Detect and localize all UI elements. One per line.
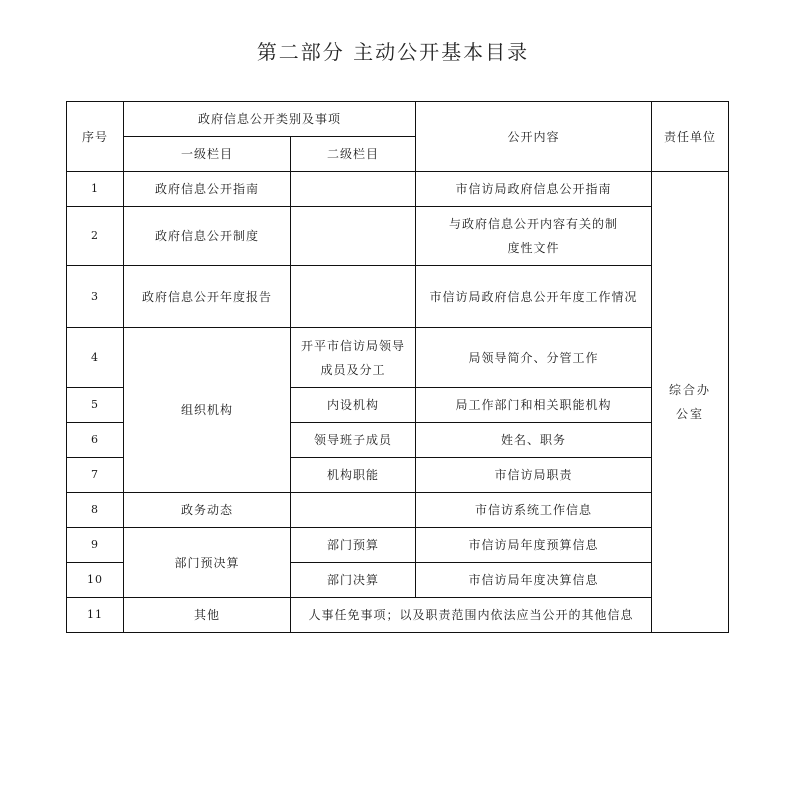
content-cell: 市信访局政府信息公开指南 bbox=[416, 172, 652, 207]
header-unit: 责任单位 bbox=[652, 102, 729, 172]
table-row bbox=[67, 207, 729, 266]
row-number: 9 bbox=[67, 528, 124, 563]
level2-cell bbox=[291, 328, 416, 388]
header-level1: 一级栏目 bbox=[124, 137, 291, 172]
level1-cell: 政府信息公开制度 bbox=[124, 207, 291, 266]
level2-cell: 内设机构 bbox=[291, 388, 416, 423]
content-cell: 市信访局年度决算信息 bbox=[416, 563, 652, 598]
level1-cell: 政府信息公开指南 bbox=[124, 172, 291, 207]
row-number: 6 bbox=[67, 423, 124, 458]
content-cell bbox=[416, 207, 652, 266]
table-row bbox=[67, 266, 729, 328]
content-cell: 市信访系统工作信息 bbox=[416, 493, 652, 528]
content-text: 与政府信息公开内容有关的制度性文件 bbox=[449, 217, 619, 255]
level2-cell: 部门决算 bbox=[291, 563, 416, 598]
row-number: 10 bbox=[67, 563, 124, 598]
level2-text: 开平市信访局领导成员及分工 bbox=[300, 338, 405, 377]
table-row bbox=[67, 493, 729, 528]
level2-cell bbox=[291, 207, 416, 266]
row-number: 3 bbox=[67, 266, 124, 328]
table-row bbox=[67, 598, 729, 633]
catalog-table bbox=[66, 101, 729, 633]
level2-cell bbox=[291, 493, 416, 528]
header-category-group: 政府信息公开类别及事项 bbox=[124, 102, 416, 137]
header-seq: 序号 bbox=[67, 102, 124, 172]
table-header-row bbox=[67, 102, 729, 137]
row-number: 5 bbox=[67, 388, 124, 423]
page-title: 第二部分 主动公开基本目录 bbox=[256, 40, 530, 64]
row-number: 7 bbox=[67, 458, 124, 493]
row-number: 2 bbox=[67, 207, 124, 266]
level1-cell: 组织机构 bbox=[124, 328, 291, 493]
content-cell: 市信访局政府信息公开年度工作情况 bbox=[416, 266, 652, 328]
content-cell: 人事任免事项；以及职责范围内依法应当公开的其他信息 bbox=[291, 598, 652, 633]
level2-cell: 部门预算 bbox=[291, 528, 416, 563]
level2-cell bbox=[291, 172, 416, 207]
content-cell: 姓名、职务 bbox=[416, 423, 652, 458]
level2-cell: 领导班子成员 bbox=[291, 423, 416, 458]
level1-cell: 政府信息公开年度报告 bbox=[124, 266, 291, 328]
row-number: 11 bbox=[67, 598, 124, 633]
content-cell: 局领导简介、分管工作 bbox=[416, 328, 652, 388]
header-content: 公开内容 bbox=[416, 102, 652, 172]
responsible-unit-text: 综合办公室 bbox=[669, 383, 712, 421]
row-number: 1 bbox=[67, 172, 124, 207]
level1-cell: 政务动态 bbox=[124, 493, 291, 528]
level2-cell bbox=[291, 266, 416, 328]
table-row bbox=[67, 328, 729, 388]
header-level2: 二级栏目 bbox=[291, 137, 416, 172]
content-cell: 局工作部门和相关职能机构 bbox=[416, 388, 652, 423]
level1-cell: 其他 bbox=[124, 598, 291, 633]
content-cell: 市信访局年度预算信息 bbox=[416, 528, 652, 563]
responsible-unit-cell bbox=[652, 172, 729, 633]
content-cell: 市信访局职责 bbox=[416, 458, 652, 493]
table-row bbox=[67, 528, 729, 563]
table-row bbox=[67, 172, 729, 207]
level2-cell: 机构职能 bbox=[291, 458, 416, 493]
level1-cell: 部门预决算 bbox=[124, 528, 291, 598]
row-number: 4 bbox=[67, 328, 124, 388]
row-number: 8 bbox=[67, 493, 124, 528]
